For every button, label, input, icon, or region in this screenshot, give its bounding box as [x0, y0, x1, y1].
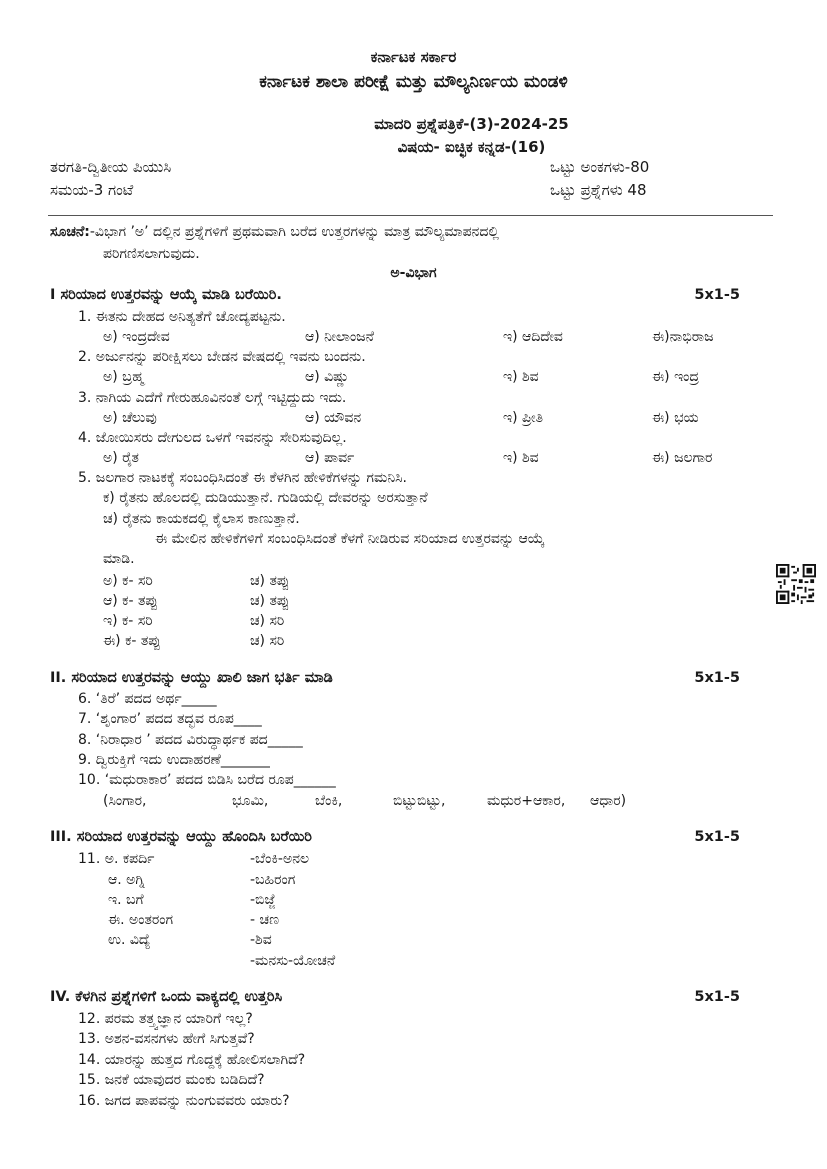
section-2-heading: [50, 670, 740, 686]
question-9: 9. ದ್ವಿರುಕ್ತಿಗೆ ಇದು ಉದಾಹರಣೆ_______: [78, 752, 270, 768]
note-label: ಸೂಚನೆ:: [50, 224, 90, 240]
match-right: -ಮನಸು-ಯೋಚನೆ: [250, 953, 336, 969]
question-5: 5. ಜಲಗಾರ ನಾಟಕಕ್ಕೆ ಸಂಬಂಧಿಸಿದಂತೆ ಈ ಕೆಳಗಿನ ಹೇಳಿಕೆಗಳನ್ನು ಗಮನಿಸಿ.: [78, 470, 407, 486]
match-left: ಇ. ಬಗೆ: [108, 892, 144, 908]
section-marks: 5x1-5: [694, 287, 740, 303]
section-4-heading: [50, 989, 740, 1005]
q5-option-a-right: ಚ) ತಪ್ಪು: [250, 573, 290, 589]
option-b: ಆ) ಯೌವನ: [305, 410, 362, 426]
match-left: ಈ. ಅಂತರಂಗ: [108, 912, 174, 928]
question-14: 14. ಯಾರನ್ನು ಹುತ್ತದ ಗೊದ್ದಕ್ಕೆ ಹೋಲಿಸಲಾಗಿದೆ?: [78, 1052, 306, 1068]
question-3: 3. ನಾಗಿಯ ಎದೆಗೆ ಗೇರುಹೂವಿನಂತೆ ಲಗ್ಗೆ ಇಟ್ಟಿದ್ದುದು ಇದು.: [78, 390, 347, 406]
q5-option-b-right: ಚ) ತಪ್ಪು: [250, 593, 290, 609]
match-left: ಉ. ವಿದ್ಯೆ: [108, 932, 151, 948]
option-c: ಇ) ಆದಿದೇವ: [503, 329, 563, 345]
qr-code: [776, 564, 816, 604]
section-3-heading: [50, 829, 740, 845]
option-d: ಈ)ನಾಭಿರಾಜ: [652, 329, 714, 345]
q5-option-d-right: ಚ) ಸರಿ: [250, 633, 285, 649]
option-c: ಇ) ಶಿವ: [503, 450, 539, 466]
match-right: - ಚಣ: [250, 912, 279, 928]
statement-ch: ಚ) ರೈತನು ಕಾಯಕದಲ್ಲಿ ಕೈಲಾಸ ಕಾಣುತ್ತಾನೆ.: [103, 511, 300, 527]
option-a: ಅ) ಬ್ರಹ್ಮ: [103, 369, 144, 385]
option-b: ಆ) ವಿಷ್ಣು: [305, 369, 350, 385]
choice: ಬೆಂಕಿ,: [315, 793, 343, 809]
question-2: 2. ಅರ್ಜುನನ್ನು ಪರೀಕ್ಷಿಸಲು ಬೇಡನ ವೇಷದಲ್ಲಿ ಇವನು ಬಂದನು.: [78, 349, 366, 365]
question-16: 16. ಜಗದ ಪಾಪವನ್ನು ನುಂಗುವವರು ಯಾರು?: [78, 1093, 290, 1109]
option-a: ಅ) ಚೆಲುವು: [103, 410, 157, 426]
q5-option-b-left: ಆ) ಕ- ತಪ್ಪು: [103, 593, 158, 609]
match-right: -ಬೆಂಕಿ-ಅನಲ: [250, 851, 310, 867]
board-title: ಕರ್ನಾಟಕ ಶಾಲಾ ಪರೀಕ್ಷೆ ಮತ್ತು ಮೌಲ್ಯನಿರ್ಣಯ ಮಂಡಳಿ: [259, 72, 568, 92]
match-right: -ಶಿವ: [250, 932, 272, 948]
question-13: 13. ಅಶನ-ವಸನಗಳು ಹೇಗೆ ಸಿಗುತ್ತವೆ?: [78, 1031, 255, 1047]
divider: [48, 215, 773, 216]
q5-option-c-left: ಇ) ಕ- ಸರಿ: [103, 613, 153, 629]
choice: ಮಧುರ+ಆಕಾರ,: [487, 793, 566, 809]
section-marks: 5x1-5: [694, 670, 740, 686]
match-left: 11. ಅ. ಕಪರ್ದಿ: [78, 851, 155, 867]
question-10: 10. ‘ಮಧುರಾಕಾರ’ ಪದದ ಬಿಡಿಸಿ ಬರೆದ ರೂಪ______: [78, 772, 336, 788]
question-12: 12. ಪರಮ ತತ್ತ್ವಜ್ಞಾನ ಯಾರಿಗೆ ಇಲ್ಲ?: [78, 1011, 253, 1027]
total-questions: ಒಟ್ಟು ಪ್ರಶ್ನೆಗಳು 48: [550, 181, 647, 199]
q5-option-a-left: ಅ) ಕ- ಸರಿ: [103, 573, 153, 589]
instructions: [50, 221, 740, 265]
subject-title: ವಿಷಯ- ಐಚ್ಛಿಕ ಕನ್ನಡ-(16): [397, 138, 546, 156]
q5-option-d-left: ಈ) ಕ- ತಪ್ಪು: [103, 633, 161, 649]
q5-instruction-1: ಈ ಮೇಲಿನ ಹೇಳಿಕೆಗಳಿಗೆ ಸಂಬಂಧಿಸಿದಂತೆ ಕೆಳಗೆ ನೀಡಿರುವ ಸರಿಯಾದ ಉತ್ತರವನ್ನು ಆಯ್ಕೆ: [155, 531, 545, 547]
section-title: IV. ಕೆಳಗಿನ ಪ್ರಶ್ನೆಗಳಿಗೆ ಒಂದು ವಾಕ್ಯದಲ್ಲಿ ಉತ್ತರಿಸಿ: [50, 989, 283, 1005]
section-1-heading: [50, 287, 740, 303]
choice: ಆಧಾರ): [590, 793, 627, 809]
total-marks: ಒಟ್ಟು ಅಂಕಗಳು-80: [550, 158, 650, 176]
statement-k: ಕ) ರೈತನು ಹೊಲದಲ್ಲಿ ದುಡಿಯುತ್ತಾನೆ. ಗುಡಿಯಲ್ಲಿ ದೇವರನ್ನು ಅರಸುತ್ತಾನೆ: [103, 490, 428, 506]
option-b: ಆ) ನೀಲಾಂಜನೆ: [305, 329, 374, 345]
match-right: -ಬಿಜ್ಜೆ: [250, 892, 276, 908]
section-marks: 5x1-5: [694, 989, 740, 1005]
note-text-1: -ವಿಭಾಗ ’ಅ’ ದಲ್ಲಿನ ಪ್ರಶ್ನೆಗಳಿಗೆ ಪ್ರಥಮವಾಗಿ ಬರೆದ ಉತ್ತರಗಳನ್ನು ಮಾತ್ರ ಮೌಲ್ಯಮಾಪನದಲ್ಲಿ: [89, 224, 499, 240]
choice: ಭೂಮಿ,: [232, 793, 269, 809]
question-1: 1. ಈತನು ದೇಹದ ಅನಿತ್ಯತೆಗೆ ಚೋದ್ಯಪಟ್ಟನು.: [78, 309, 286, 325]
match-left: ಆ. ಅಗ್ನಿ: [108, 872, 145, 888]
option-d: ಈ) ಭಯ: [652, 410, 699, 426]
question-4: 4. ಜೋಯಿಸರು ದೇಗುಲದ ಒಳಗೆ ಇವನನ್ನು ಸೇರಿಸುವುದಿಲ್ಲ.: [78, 430, 347, 446]
option-c: ಇ) ಶಿವ: [503, 369, 539, 385]
option-b: ಆ) ಪಾರ್ವ: [305, 450, 355, 466]
question-8: 8. ‘ನಿರಾಧಾರ ’ ಪದದ ವಿರುದ್ಧಾರ್ಥಕ ಪದ_____: [78, 732, 303, 748]
q5-instruction-2: ಮಾಡಿ.: [103, 551, 135, 567]
option-d: ಈ) ಇಂದ್ರ: [652, 369, 700, 385]
section-marks: 5x1-5: [694, 829, 740, 845]
option-d: ಈ) ಜಲಗಾರ: [652, 450, 713, 466]
option-c: ಇ) ಪ್ರೀತಿ: [503, 410, 544, 426]
section-title: II. ಸರಿಯಾದ ಉತ್ತರವನ್ನು ಆಯ್ದು ಖಾಲಿ ಜಾಗ ಭರ್ತಿ ಮಾಡಿ: [50, 670, 333, 686]
section-title: I ಸರಿಯಾದ ಉತ್ತರವನ್ನು ಆಯ್ಕೆ ಮಾಡಿ ಬರೆಯಿರಿ.: [50, 287, 282, 303]
option-a: ಅ) ಇಂದ್ರದೇವ: [103, 329, 170, 345]
part-title: ಅ-ವಿಭಾಗ: [390, 265, 437, 281]
question-15: 15. ಜನಕೆ ಯಾವುದರ ಮಂಕು ಬಡಿದಿದೆ?: [78, 1072, 265, 1088]
time-label: ಸಮಯ-3 ಗಂಟೆ: [50, 181, 134, 199]
choice: (ಸಿಂಗಾರ,: [103, 793, 147, 809]
q5-option-c-right: ಚ) ಸರಿ: [250, 613, 285, 629]
govt-title: ಕರ್ನಾಟಕ ಸರ್ಕಾರ: [370, 48, 457, 66]
question-7: 7. ‘ಶೃಂಗಾರ’ ಪದದ ತದ್ಭವ ರೂಪ____: [78, 711, 262, 727]
section-title: III. ಸರಿಯಾದ ಉತ್ತರವನ್ನು ಆಯ್ದು ಹೊಂದಿಸಿ ಬರೆಯಿರಿ: [50, 829, 312, 845]
choice: ಬಿಟ್ಟುಬಿಟ್ಟು,: [393, 793, 446, 809]
match-right: -ಬಹಿರಂಗ: [250, 872, 296, 888]
note-text-2: ಪರಿಗಣಿಸಲಾಗುವುದು.: [103, 246, 200, 262]
class-label: ತರಗತಿ-ದ್ವಿತೀಯ ಪಿಯುಸಿ: [50, 158, 172, 176]
paper-title: ಮಾದರಿ ಪ್ರಶ್ನೆಪತ್ರಿಕೆ-(3)-2024-25: [374, 115, 569, 133]
question-6: 6. ‘ತಿರೆ’ ಪದದ ಅರ್ಥ_____: [78, 691, 217, 707]
option-a: ಅ) ರೈತ: [103, 450, 139, 466]
